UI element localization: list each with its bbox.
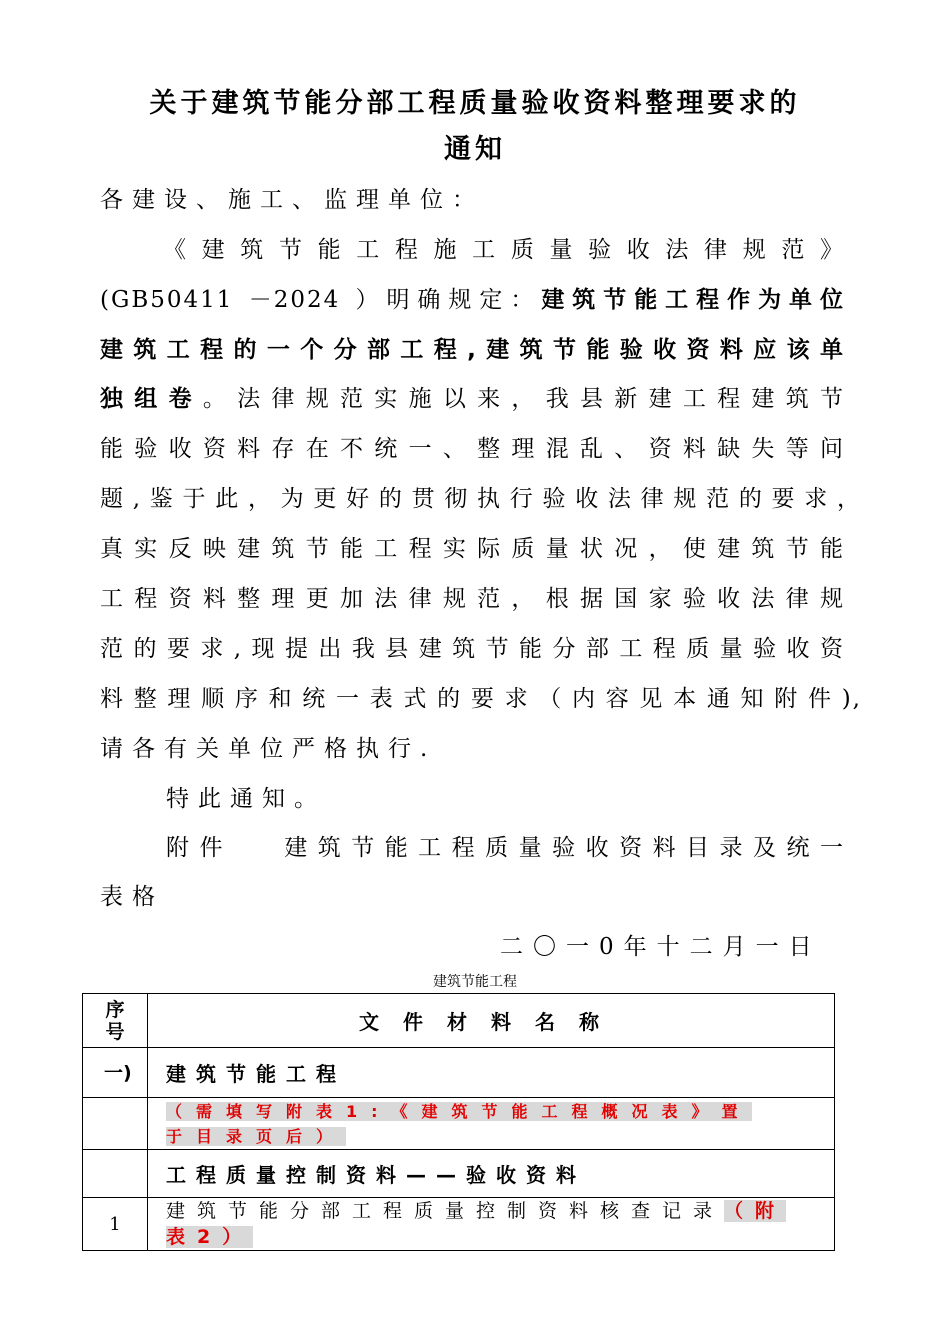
body-text: 《建筑节能工程施工质量验收法律规范》 [163,237,845,263]
body-line-8: 工程资料整理更加法律规范，根据国家验收法律规 [100,586,845,612]
body-line-7: 真实反映建筑节能工程实际质量状况，使建筑节能 [100,536,845,562]
body-text: (GB50411 －2024 ）明确规定： [100,287,542,313]
table-row-subsection [83,1150,835,1198]
header-num: 序号 [105,998,125,1043]
body-bold-text: 建筑节能工程作为单位 [541,287,846,313]
note-cell [148,1098,835,1150]
body-line-9: 范的要求,现提出我县建筑节能分部工程质量验收资 [100,636,845,662]
note-line-2: 于目录页后） [166,1126,347,1146]
section-num-cell [83,1048,148,1098]
subsection-num-cell [83,1150,148,1198]
item-text-cell [148,1198,835,1251]
table-caption: 建筑节能工程 [433,974,517,990]
document-table [82,993,835,1251]
title-line-1: 关于建筑节能分部工程质量验收资料整理要求的 [149,88,801,119]
item-num-cell: 1 [83,1198,148,1251]
date-line: 二〇一0年十二月一日 [500,934,822,960]
note-num-cell [83,1098,148,1150]
body-line-10: 料整理顺序和统一表式的要求（内容见本通知附件), [100,686,862,712]
title-line-2: 通知 [444,134,506,165]
section-title: 建筑节能工程 [166,1062,346,1086]
header-title: 文件材料名称 [359,1010,623,1034]
body-line-11: 请各有关单位严格执行. [100,736,437,762]
body-line-1 [163,233,845,267]
section-num: 一) [104,1061,132,1084]
body-line-2 [100,283,845,317]
body-line-4 [100,382,845,416]
table-row [83,1198,835,1251]
body-text: 。法律规范实施以来，我县新建工程建筑节 [202,386,846,412]
item-text [148,1198,834,1250]
attachment-line-1: 附件 建筑节能工程质量验收资料目录及统一 [166,835,845,861]
table-row-note [83,1098,835,1150]
closing-line: 特此通知。 [166,786,326,812]
subsection-title-cell [148,1150,835,1198]
subsection-title: 工程质量控制资料——验收资料 [166,1163,586,1187]
body-line-3: 建筑工程的一个分部工程,建筑节能验收资料应该单 [100,337,845,363]
attachment-line-2: 表格 [100,884,164,910]
header-title-cell [148,994,835,1048]
item-ref-b: 表2） [166,1226,254,1248]
body-bold-text: 独组卷 [100,386,203,412]
body-line-6: 题,鉴于此，为更好的贯彻执行验收法律规范的要求， [100,486,862,512]
header-num-cell [83,994,148,1048]
section-title-cell [148,1048,835,1098]
salutation: 各建设、施工、监理单位： [100,187,484,213]
body-line-5: 能验收资料存在不统一、整理混乱、资料缺失等问 [100,436,845,462]
note-line-1: （需填写附表1:《建筑节能工程概况表》置 [166,1101,752,1121]
table-row-section [83,1048,835,1098]
item-name: 建筑节能分部工程质量控制资料核查记录 [166,1200,725,1222]
table-header-row [83,994,835,1048]
note-text [148,1099,834,1149]
item-ref-a: （附 [724,1200,787,1222]
